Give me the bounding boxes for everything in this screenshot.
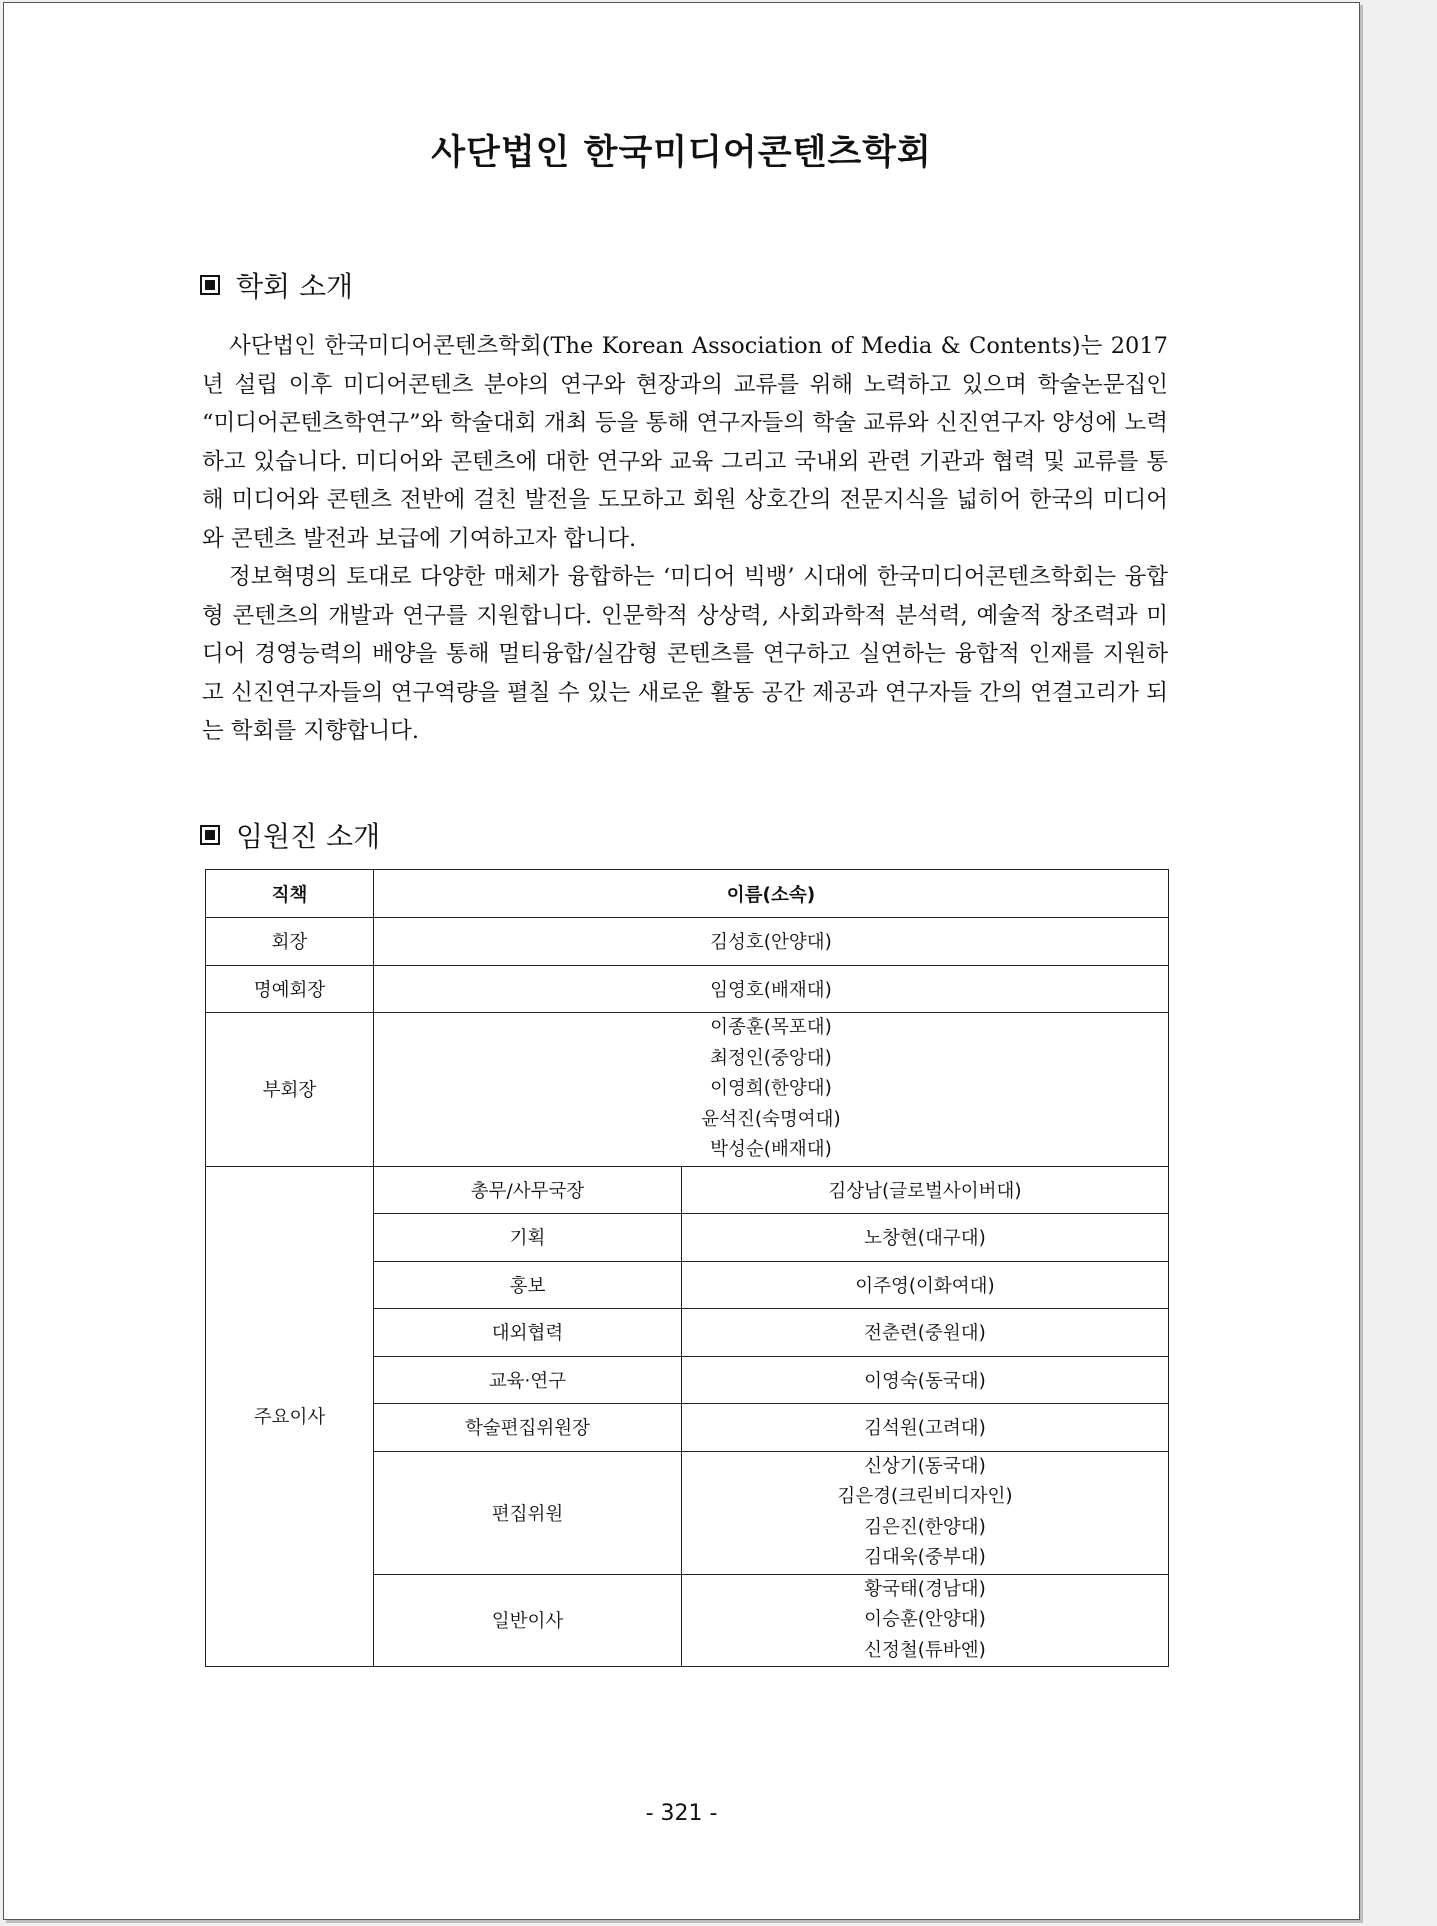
intro-paragraph-2: 정보혁명의 토대로 다양한 매체가 융합하는 ‘미디어 빅뱅’ 시대에 한국미디어콘텐츠학회는 융합형 콘텐츠의 개발과 연구를 지원합니다. 인문학적 상상력, 사회과학적 분석력, 예술적 창조력과 미디어 경영능력의 배양을 통해 멀티융합/실감형 콘텐츠를 연구하고 실연하는 융합적 인재를 지원하고 신진연구자들의 연구역량을 펼칠 수 있는 새로운 활동 공간 제공과 연구자들 간의 연결고리가 되는 학회를 지향합니다. [202, 564, 1168, 744]
page-title: 사단법인 한국미디어콘텐츠학회 [431, 133, 932, 173]
sub-role-cell: 학술편집위원장 [374, 1404, 682, 1452]
name-cell [682, 1451, 1169, 1574]
page-number: - 321 - [645, 1801, 718, 1826]
table-row [206, 1013, 1169, 1167]
name-cell: 이주영(이화여대) [682, 1261, 1169, 1309]
sub-role-cell: 교육·연구 [374, 1356, 682, 1404]
sub-role-cell: 대외협력 [374, 1309, 682, 1357]
name-cell: 김석원(고려대) [682, 1404, 1169, 1452]
name-line: 이종훈(목포대) [710, 1017, 832, 1038]
sub-role-cell: 홍보 [374, 1261, 682, 1309]
filled-square-icon [200, 825, 220, 845]
sub-role-cell: 편집위원 [374, 1451, 682, 1574]
filled-square-icon [200, 275, 220, 295]
name-line: 신정철(튜바엔) [864, 1639, 986, 1661]
name-line: 황국태(경남대) [864, 1578, 986, 1600]
sub-role-cell: 기획 [374, 1214, 682, 1262]
table-row [206, 1166, 1169, 1214]
header-name: 이름(소속) [374, 870, 1169, 918]
name-line: 김은진(한양대) [864, 1516, 986, 1538]
name-cell: 이영숙(동국대) [682, 1356, 1169, 1404]
section-heading-officers-label: 임원진 소개 [236, 820, 381, 853]
section-heading-intro [200, 265, 353, 305]
section-heading-intro-label: 학회 소개 [236, 270, 354, 303]
name-cell: 김성호(안양대) [374, 918, 1169, 966]
name-cell: 전춘련(중원대) [682, 1309, 1169, 1357]
table-row [206, 965, 1169, 1013]
name-cell: 노창현(대구대) [682, 1214, 1169, 1262]
document-page [3, 2, 1360, 1920]
intro-paragraph-1: 사단법인 한국미디어콘텐츠학회(The Korean Association of Media & Contents)는 2017년 설립 이후 미디어콘텐츠 분야의 연구와 현장과의 교류를 위해 노력하고 있으며 학술논문집인 “미디어콘텐츠학연구”와 학술대회 개최 등을 통해 연구자들의 학술 교류와 신진연구자 양성에 노력하고 있습니다. 미디어와 콘텐츠에 대한 연구와 교육 그리고 국내외 관련 기관과 협력 및 교류를 통해 미디어와 콘텐츠 전반에 걸친 발전을 도모하고 회원 상호간의 전문지식을 넓히어 한국의 미디어와 콘텐츠 발전과 보급에 기여하고자 합니다. [202, 333, 1168, 552]
name-cell [374, 1013, 1169, 1167]
name-cell: 김상남(글로벌사이버대) [682, 1166, 1169, 1214]
name-line: 윤석진(숙명여대) [701, 1108, 841, 1130]
name-line: 김대욱(중부대) [864, 1547, 986, 1568]
name-cell: 임영호(배재대) [374, 965, 1169, 1013]
table-row [206, 918, 1169, 966]
role-cell: 주요이사 [206, 1166, 374, 1667]
table-header-row [206, 870, 1169, 918]
name-line: 이승훈(안양대) [864, 1609, 986, 1630]
name-line: 신상기(동국대) [864, 1455, 986, 1477]
name-line: 박성순(배재대) [710, 1139, 832, 1160]
header-role: 직책 [206, 870, 374, 918]
intro-text [202, 327, 1168, 751]
role-cell: 명예회장 [206, 965, 374, 1013]
officers-table [205, 869, 1169, 1667]
name-line: 최정인(중앙대) [710, 1047, 832, 1069]
section-heading-officers [200, 815, 380, 855]
sub-role-cell: 일반이사 [374, 1574, 682, 1667]
name-line: 김은경(크린비디자인) [837, 1486, 1013, 1507]
sub-role-cell: 총무/사무국장 [374, 1166, 682, 1214]
name-line: 이영희(한양대) [710, 1078, 832, 1099]
role-cell: 회장 [206, 918, 374, 966]
role-cell: 부회장 [206, 1013, 374, 1167]
name-cell [682, 1574, 1169, 1667]
